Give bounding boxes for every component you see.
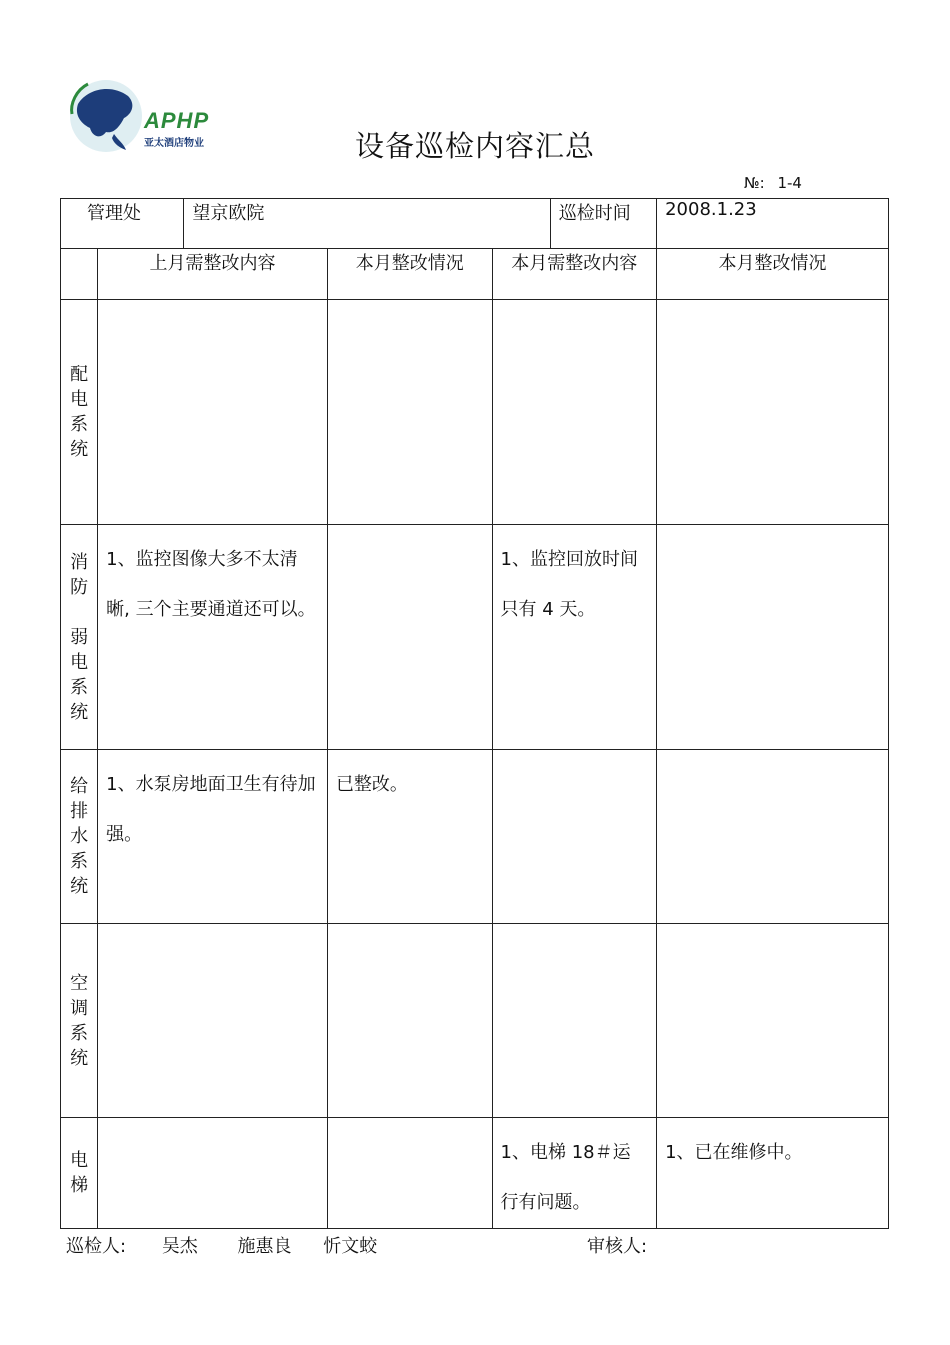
- this-month-fix: [657, 924, 889, 1118]
- table-row: [61, 924, 889, 1118]
- this-month-fix: [657, 525, 889, 750]
- dept-label: 管理处: [61, 199, 184, 249]
- column-header: 上月需整改内容: [98, 249, 328, 300]
- last-month-issue: [98, 924, 328, 1118]
- inspector-name: 忻文蛟: [323, 1236, 378, 1257]
- table-row: [61, 1118, 889, 1229]
- logo-brand: APHP: [144, 108, 210, 133]
- inspector-name: 吴杰: [161, 1236, 198, 1257]
- category-cell: 给 排 水 系 统: [61, 750, 98, 924]
- last-month-issue: 1、水泵房地面卫生有待加强。: [98, 750, 328, 924]
- corner-cell: [61, 249, 98, 300]
- last-month-issue: [98, 1118, 328, 1229]
- this-month-issue: [492, 300, 657, 525]
- this-month-fix: 1、已在维修中。: [657, 1118, 889, 1229]
- inspector-label: 巡检人:: [66, 1236, 127, 1257]
- column-header: 本月整改情况: [327, 249, 492, 300]
- last-month-fix: [327, 924, 492, 1118]
- logo-subtitle: 亚太酒店物业: [144, 138, 204, 149]
- table-row: [61, 300, 889, 525]
- last-month-fix: [327, 525, 492, 750]
- time-label: 巡检时间: [550, 199, 656, 249]
- last-month-fix: [327, 300, 492, 525]
- last-month-issue: [98, 300, 328, 525]
- column-header: 本月整改情况: [657, 249, 889, 300]
- inspector-name: 施惠良: [237, 1236, 292, 1257]
- this-month-issue: [492, 924, 657, 1118]
- this-month-issue: 1、监控回放时间只有 4 天。: [492, 525, 657, 750]
- reviewer-label: 审核人:: [587, 1236, 648, 1257]
- signature-footer: [66, 1232, 647, 1258]
- info-row: [61, 199, 889, 249]
- column-header: 本月需整改内容: [492, 249, 657, 300]
- document-number-label: №:: [744, 174, 765, 192]
- page-title: 设备巡检内容汇总: [354, 129, 595, 163]
- inspection-table: [60, 198, 889, 1229]
- this-month-issue: 1、电梯 18＃运行有问题。: [492, 1118, 657, 1229]
- table-row: [61, 750, 889, 924]
- table-row: [61, 525, 889, 750]
- document-number-value: 1-4: [777, 174, 802, 192]
- category-cell: 电 梯: [61, 1118, 98, 1229]
- time-value: 2008.1.23: [657, 199, 889, 249]
- category-cell: 消 防 弱 电 系 统: [61, 525, 98, 750]
- column-header-row: [61, 249, 889, 300]
- document-number: [744, 174, 802, 192]
- this-month-fix: [657, 750, 889, 924]
- category-cell: 空 调 系 统: [61, 924, 98, 1118]
- category-cell: 配 电 系 统: [61, 300, 98, 525]
- last-month-issue: 1、监控图像大多不太清晰, 三个主要通道还可以。: [98, 525, 328, 750]
- dept-value: 望京欧院: [184, 199, 550, 249]
- last-month-fix: 已整改。: [327, 750, 492, 924]
- this-month-fix: [657, 300, 889, 525]
- last-month-fix: [327, 1118, 492, 1229]
- this-month-issue: [492, 750, 657, 924]
